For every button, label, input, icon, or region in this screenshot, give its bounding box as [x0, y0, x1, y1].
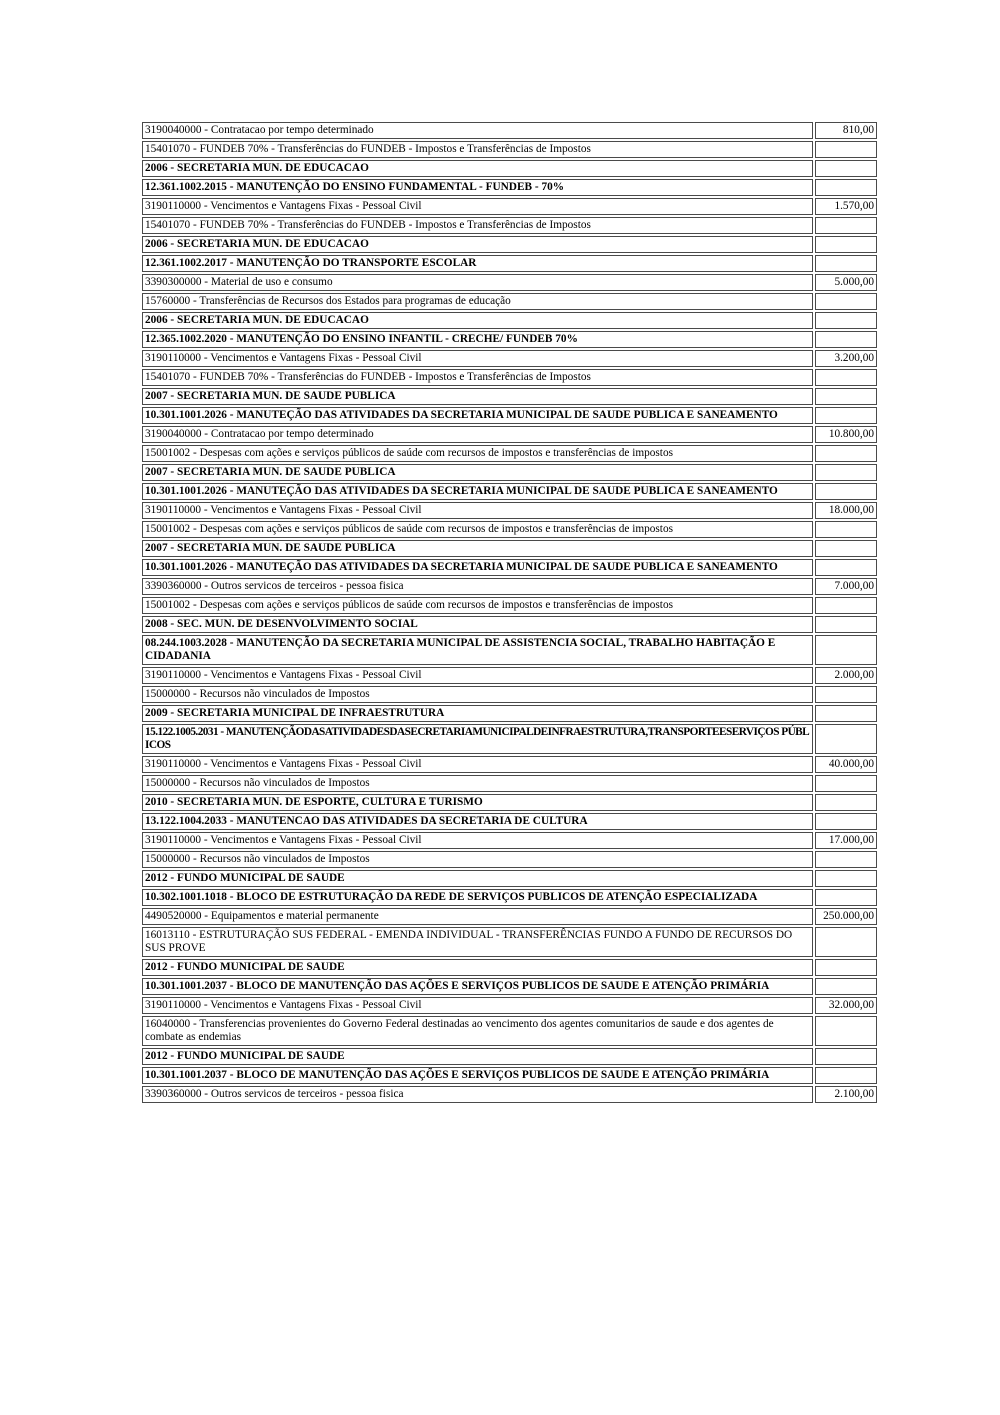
budget-row	[142, 775, 877, 792]
row-amount: 5.000,00	[815, 274, 877, 291]
row-amount	[815, 635, 877, 665]
section-heading: 10.302.1001.1018 - BLOCO DE ESTRUTURAÇÃO DA REDE DE SERVIÇOS PUBLICOS DE ATENÇÃO ESPECIALIZADA	[142, 889, 813, 906]
budget-row	[142, 686, 877, 703]
row-amount	[815, 686, 877, 703]
budget-row	[142, 756, 877, 773]
section-heading: 2008 - SEC. MUN. DE DESENVOLVIMENTO SOCIAL	[142, 616, 813, 633]
row-amount	[815, 255, 877, 272]
row-amount	[815, 388, 877, 405]
row-amount	[815, 1067, 877, 1084]
budget-row	[142, 578, 877, 595]
section-row	[142, 616, 877, 633]
section-heading: 10.301.1001.2026 - MANUTEÇÃO DAS ATIVIDADES DA SECRETARIA MUNICIPAL DE SAUDE PUBLICA E SANEAMENTO	[142, 407, 813, 424]
row-amount: 3.200,00	[815, 350, 877, 367]
row-amount	[815, 464, 877, 481]
row-description: 15760000 - Transferências de Recursos dos Estados para programas de educação	[142, 293, 813, 310]
section-heading: 10.301.1001.2026 - MANUTEÇÃO DAS ATIVIDADES DA SECRETARIA MUNICIPAL DE SAUDE PUBLICA E SANEAMENTO	[142, 559, 813, 576]
row-amount	[815, 978, 877, 995]
section-row	[142, 255, 877, 272]
section-heading: 2010 - SECRETARIA MUN. DE ESPORTE, CULTURA E TURISMO	[142, 794, 813, 811]
section-heading: 2006 - SECRETARIA MUN. DE EDUCACAO	[142, 312, 813, 329]
section-heading: 2006 - SECRETARIA MUN. DE EDUCACAO	[142, 160, 813, 177]
row-amount	[815, 483, 877, 500]
budget-row	[142, 997, 877, 1014]
row-description: 15001002 - Despesas com ações e serviços públicos de saúde com recursos de impostos e transferências de impostos	[142, 445, 813, 462]
budget-row	[142, 369, 877, 386]
row-description: 15000000 - Recursos não vinculados de Impostos	[142, 775, 813, 792]
budget-row	[142, 293, 877, 310]
row-description: 3390360000 - Outros servicos de terceiros - pessoa fisica	[142, 1086, 813, 1103]
section-heading: 2012 - FUNDO MUNICIPAL DE SAUDE	[142, 870, 813, 887]
budget-table-body	[142, 122, 877, 1103]
section-heading: 2009 - SECRETARIA MUNICIPAL DE INFRAESTRUTURA	[142, 705, 813, 722]
row-amount	[815, 236, 877, 253]
section-row	[142, 1048, 877, 1065]
row-amount	[815, 407, 877, 424]
row-amount: 10.800,00	[815, 426, 877, 443]
row-description: 3190110000 - Vencimentos e Vantagens Fixas - Pessoal Civil	[142, 198, 813, 215]
row-description: 15401070 - FUNDEB 70% - Transferências do FUNDEB - Impostos e Transferências de Impostos	[142, 141, 813, 158]
budget-row	[142, 274, 877, 291]
row-description: 3190110000 - Vencimentos e Vantagens Fixas - Pessoal Civil	[142, 832, 813, 849]
row-amount	[815, 217, 877, 234]
row-amount: 1.570,00	[815, 198, 877, 215]
row-description: 15000000 - Recursos não vinculados de Impostos	[142, 686, 813, 703]
section-heading: 10.301.1001.2026 - MANUTEÇÃO DAS ATIVIDADES DA SECRETARIA MUNICIPAL DE SAUDE PUBLICA E SANEAMENTO	[142, 483, 813, 500]
section-heading: 2006 - SECRETARIA MUN. DE EDUCACAO	[142, 236, 813, 253]
section-row	[142, 813, 877, 830]
row-amount: 40.000,00	[815, 756, 877, 773]
section-heading: 2012 - FUNDO MUNICIPAL DE SAUDE	[142, 1048, 813, 1065]
section-heading: 08.244.1003.2028 - MANUTENÇÃO DA SECRETARIA MUNICIPAL DE ASSISTENCIA SOCIAL, TRABALHO HABITAÇÃO E CIDADANIA	[142, 635, 813, 665]
budget-row	[142, 141, 877, 158]
row-description: 3190110000 - Vencimentos e Vantagens Fixas - Pessoal Civil	[142, 502, 813, 519]
section-row	[142, 331, 877, 348]
section-heading: 12.365.1002.2020 - MANUTENÇÃO DO ENSINO INFANTIL - CRECHE/ FUNDEB 70%	[142, 331, 813, 348]
section-row	[142, 870, 877, 887]
row-amount	[815, 160, 877, 177]
budget-row	[142, 445, 877, 462]
budget-row	[142, 597, 877, 614]
row-amount	[815, 369, 877, 386]
section-row	[142, 959, 877, 976]
row-description: 3390300000 - Material de uso e consumo	[142, 274, 813, 291]
row-description: 3190110000 - Vencimentos e Vantagens Fixas - Pessoal Civil	[142, 667, 813, 684]
section-row	[142, 179, 877, 196]
section-heading: 12.361.1002.2017 - MANUTENÇÃO DO TRANSPORTE ESCOLAR	[142, 255, 813, 272]
section-heading: 2007 - SECRETARIA MUN. DE SAUDE PUBLICA	[142, 540, 813, 557]
row-amount	[815, 794, 877, 811]
section-heading: 10.301.1001.2037 - BLOCO DE MANUTENÇÃO DAS AÇÕES E SERVIÇOS PUBLICOS DE SAUDE E ATENÇÃO PRIMÁRIA	[142, 1067, 813, 1084]
row-amount	[815, 521, 877, 538]
row-amount	[815, 179, 877, 196]
section-heading: 12.361.1002.2015 - MANUTENÇÃO DO ENSINO FUNDAMENTAL - FUNDEB - 70%	[142, 179, 813, 196]
row-description: 3390360000 - Outros servicos de terceiros - pessoa fisica	[142, 578, 813, 595]
row-amount	[815, 312, 877, 329]
budget-table	[140, 120, 879, 1105]
row-amount: 2.100,00	[815, 1086, 877, 1103]
row-description: 3190110000 - Vencimentos e Vantagens Fixas - Pessoal Civil	[142, 997, 813, 1014]
row-description: 16013110 - ESTRUTURAÇÃO SUS FEDERAL - EMENDA INDIVIDUAL - TRANSFERÊNCIAS FUNDO A FUNDO DE RECURSOS DO SUS PROVE	[142, 927, 813, 957]
row-amount	[815, 1016, 877, 1046]
section-row	[142, 889, 877, 906]
section-row	[142, 540, 877, 557]
row-description: 15401070 - FUNDEB 70% - Transferências do FUNDEB - Impostos e Transferências de Impostos	[142, 217, 813, 234]
row-description: 15401070 - FUNDEB 70% - Transferências do FUNDEB - Impostos e Transferências de Impostos	[142, 369, 813, 386]
section-heading: 2007 - SECRETARIA MUN. DE SAUDE PUBLICA	[142, 388, 813, 405]
row-amount	[815, 889, 877, 906]
row-description: 3190110000 - Vencimentos e Vantagens Fixas - Pessoal Civil	[142, 756, 813, 773]
budget-row	[142, 1016, 877, 1046]
row-amount	[815, 1048, 877, 1065]
section-row	[142, 236, 877, 253]
row-amount: 2.000,00	[815, 667, 877, 684]
budget-row	[142, 927, 877, 957]
row-amount	[815, 870, 877, 887]
row-amount	[815, 540, 877, 557]
section-row	[142, 635, 877, 665]
row-amount	[815, 724, 877, 754]
row-description: 3190110000 - Vencimentos e Vantagens Fixas - Pessoal Civil	[142, 350, 813, 367]
budget-row	[142, 851, 877, 868]
section-row	[142, 464, 877, 481]
row-amount	[815, 597, 877, 614]
section-row	[142, 407, 877, 424]
section-row	[142, 1067, 877, 1084]
section-row	[142, 483, 877, 500]
section-heading: 2012 - FUNDO MUNICIPAL DE SAUDE	[142, 959, 813, 976]
row-amount	[815, 927, 877, 957]
row-amount	[815, 705, 877, 722]
row-amount: 32.000,00	[815, 997, 877, 1014]
section-row	[142, 388, 877, 405]
section-row	[142, 724, 877, 754]
row-description: 15001002 - Despesas com ações e serviços públicos de saúde com recursos de impostos e transferências de impostos	[142, 521, 813, 538]
section-heading: 15.122.1005.2031 - MANUTENÇÃODASATIVIDADESDASECRETARIAMUNICIPALDEINFRAESTRUTURA,TRANSPORTEESERVIÇOS PÚBLICOS	[142, 724, 813, 754]
section-heading: 10.301.1001.2037 - BLOCO DE MANUTENÇÃO DAS AÇÕES E SERVIÇOS PUBLICOS DE SAUDE E ATENÇÃO PRIMÁRIA	[142, 978, 813, 995]
budget-row	[142, 667, 877, 684]
section-heading: 13.122.1004.2033 - MANUTENCAO DAS ATIVIDADES DA SECRETARIA DE CULTURA	[142, 813, 813, 830]
row-description: 15001002 - Despesas com ações e serviços públicos de saúde com recursos de impostos e transferências de impostos	[142, 597, 813, 614]
row-amount	[815, 959, 877, 976]
budget-row	[142, 426, 877, 443]
section-row	[142, 705, 877, 722]
row-description: 15000000 - Recursos não vinculados de Impostos	[142, 851, 813, 868]
budget-row	[142, 521, 877, 538]
row-amount	[815, 813, 877, 830]
row-amount	[815, 331, 877, 348]
row-amount: 17.000,00	[815, 832, 877, 849]
row-description: 16040000 - Transferencias provenientes do Governo Federal destinadas ao vencimento dos agentes comunitarios de saude e dos agentes de combate as endemias	[142, 1016, 813, 1046]
row-description: 3190040000 - Contratacao por tempo determinado	[142, 122, 813, 139]
row-description: 3190040000 - Contratacao por tempo determinado	[142, 426, 813, 443]
budget-row	[142, 217, 877, 234]
row-amount	[815, 559, 877, 576]
row-amount: 250.000,00	[815, 908, 877, 925]
budget-row	[142, 350, 877, 367]
budget-row	[142, 1086, 877, 1103]
row-amount	[815, 775, 877, 792]
section-heading: 2007 - SECRETARIA MUN. DE SAUDE PUBLICA	[142, 464, 813, 481]
budget-row	[142, 832, 877, 849]
section-row	[142, 312, 877, 329]
budget-row	[142, 122, 877, 139]
budget-row	[142, 502, 877, 519]
row-amount: 18.000,00	[815, 502, 877, 519]
section-row	[142, 794, 877, 811]
budget-row	[142, 198, 877, 215]
budget-row	[142, 908, 877, 925]
section-row	[142, 160, 877, 177]
row-amount	[815, 445, 877, 462]
row-amount: 7.000,00	[815, 578, 877, 595]
section-row	[142, 978, 877, 995]
row-amount	[815, 293, 877, 310]
row-amount	[815, 851, 877, 868]
row-amount: 810,00	[815, 122, 877, 139]
row-amount	[815, 616, 877, 633]
section-row	[142, 559, 877, 576]
row-description: 4490520000 - Equipamentos e material permanente	[142, 908, 813, 925]
row-amount	[815, 141, 877, 158]
